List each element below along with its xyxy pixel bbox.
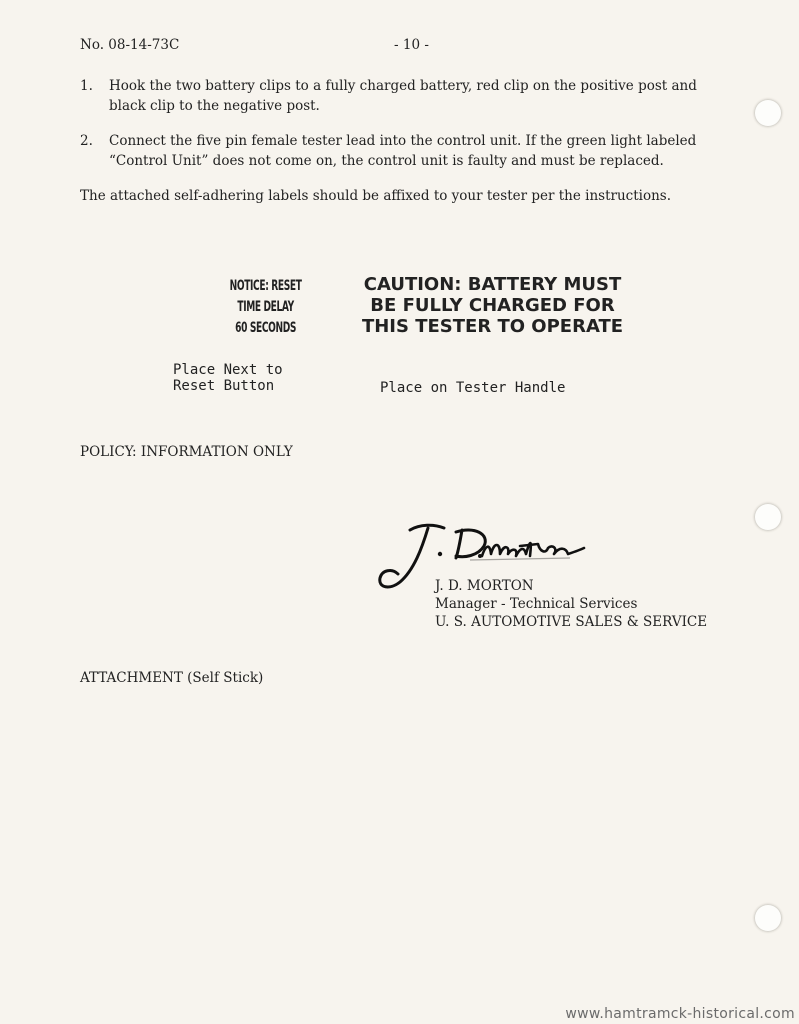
document-number: No. 08-14-73C: [80, 37, 180, 53]
labels-instruction: The attached self-adhering labels should be affixed to your tester per the instructions.: [80, 188, 672, 204]
website-watermark: www.hamtramck-historical.com: [565, 1006, 795, 1022]
handle-placement-note: Place on Tester Handle: [380, 380, 566, 396]
reset-placement-line: Reset Button: [173, 378, 275, 394]
step-text: Connect the five pin female tester lead into the control unit. If the green light labeled “Control Unit” does not come on, the control unit is faulty and must be replaced.: [109, 133, 697, 169]
notice-label: [226, 276, 305, 339]
step-number: 2.: [80, 133, 93, 149]
reset-placement-note: [173, 362, 283, 394]
step-number: 1.: [80, 78, 93, 94]
signer-title: Manager - Technical Services: [435, 596, 638, 612]
caution-label: [340, 274, 645, 337]
page-number: - 10 -: [394, 37, 429, 53]
notice-line: NOTICE: RESET: [229, 278, 302, 294]
signer-name: J. D. MORTON: [435, 578, 534, 594]
punch-hole-top: [754, 99, 782, 127]
attachment-note: ATTACHMENT (Self Stick): [80, 670, 264, 686]
notice-line: 60 SECONDS: [235, 320, 297, 336]
punch-hole-middle: [754, 503, 782, 531]
signer-company: U. S. AUTOMOTIVE SALES & SERVICE: [435, 614, 708, 630]
caution-line: CAUTION: BATTERY MUST: [363, 274, 622, 295]
step-text: Hook the two battery clips to a fully charged battery, red clip on the positive post and black clip to the negative post.: [109, 78, 697, 114]
punch-hole-bottom: [754, 904, 782, 932]
policy-line: POLICY: INFORMATION ONLY: [80, 444, 293, 460]
notice-line: TIME DELAY: [237, 299, 294, 315]
reset-placement-line: Place Next to: [173, 362, 283, 378]
caution-line: THIS TESTER TO OPERATE: [361, 316, 624, 337]
caution-line: BE FULLY CHARGED FOR: [370, 295, 615, 316]
signature-block: [435, 577, 707, 631]
